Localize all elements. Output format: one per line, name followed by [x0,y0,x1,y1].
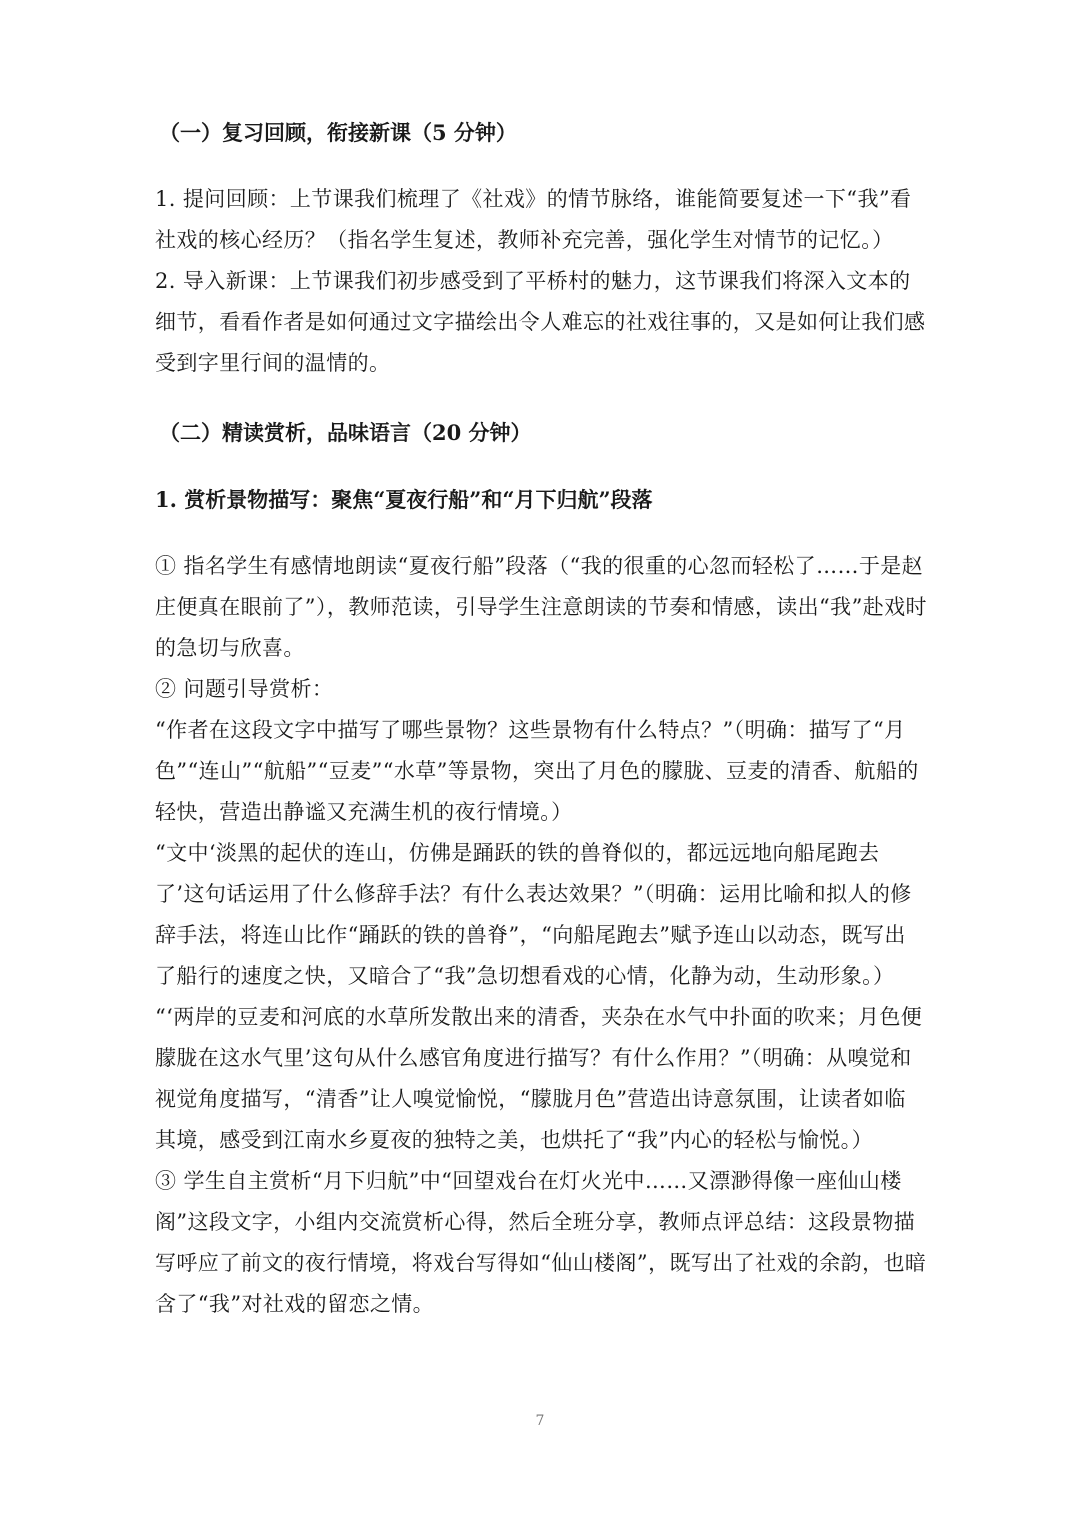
paragraph-intro-new-lesson: 2. 导入新课：上节课我们初步感受到了平桥村的魅力，这节课我们将深入文本的细节，看看作者是如何通过文字描绘出令人难忘的社戏往事的，又是如何让我们感受到字里行间的温情的。 [155,269,926,375]
paragraph-question-3: “‘两岸的豆麦和河底的水草所发散出来的清香，夹杂在水气中扑面的吹来；月色便朦胧在这水气里’这句从什么感官角度进行描写？有什么作用？”（明确：从嗅觉和视觉角度描写，“清香”让人嗅觉愉悦，“朦胧月色”营造出诗意氛围，让读者如临其境，感受到江南水乡夏夜的独特之美，也烘托了“我”内心的轻松与愉悦。） [155,1005,923,1152]
section-heading-close-reading: （二）精读赏析，品味语言（20 分钟） [159,420,532,445]
page-content [155,112,927,1325]
paragraph-review-question: 1. 提问回顾：上节课我们梳理了《社戏》的情节脉络，谁能简要复述一下“我”看社戏的核心经历？（指名学生复述，教师补充完善，强化学生对情节的记忆。） [155,187,912,252]
paragraph-step-3: ③ 学生自主赏析“月下归航”中“回望戏台在灯火光中……又漂渺得像一座仙山楼阁”这段文字，小组内交流赏析心得，然后全班分享，教师点评总结：这段景物描写呼应了前文的夜行情境，将戏台写得如“仙山楼阁”，既写出了社戏的余韵，也暗含了“我”对社戏的留恋之情。 [155,1169,927,1316]
paragraph-question-2: “文中‘淡黑的起伏的连山，仿佛是踊跃的铁的兽脊似的，都远远地向船尾跑去了’这句话运用了什么修辞手法？有什么表达效果？”（明确：运用比喻和拟人的修辞手法，将连山比作“踊跃的铁的兽脊”，“向船尾跑去”赋予连山以动态，既写出了船行的速度之快，又暗合了“我”急切想看戏的心情，化静为动，生动形象。） [155,841,912,988]
page-number: 7 [535,1413,545,1429]
paragraph-step-1: ① 指名学生有感情地朗读“夏夜行船”段落（“我的很重的心忽而轻松了……于是赵庄便真在眼前了”），教师范读，引导学生注意朗读的节奏和情感，读出“我”赴戏时的急切与欣喜。 [155,554,927,660]
paragraph-step-2: ② 问题引导赏析： [155,677,334,701]
paragraph-question-1: “作者在这段文字中描写了哪些景物？这些景物有什么特点？”（明确：描写了“月色”“连山”“航船”“豆麦”“水草”等景物，突出了月色的朦胧、豆麦的清香、航船的轻快，营造出静谧又充满生机的夜行情境。） [155,718,919,824]
section-heading-review: （一）复习回顾，衔接新课（5 分钟） [159,120,517,145]
subheading-scenery-analysis: 1. 赏析景物描写：聚焦“夏夜行船”和“月下归航”段落 [155,487,653,512]
